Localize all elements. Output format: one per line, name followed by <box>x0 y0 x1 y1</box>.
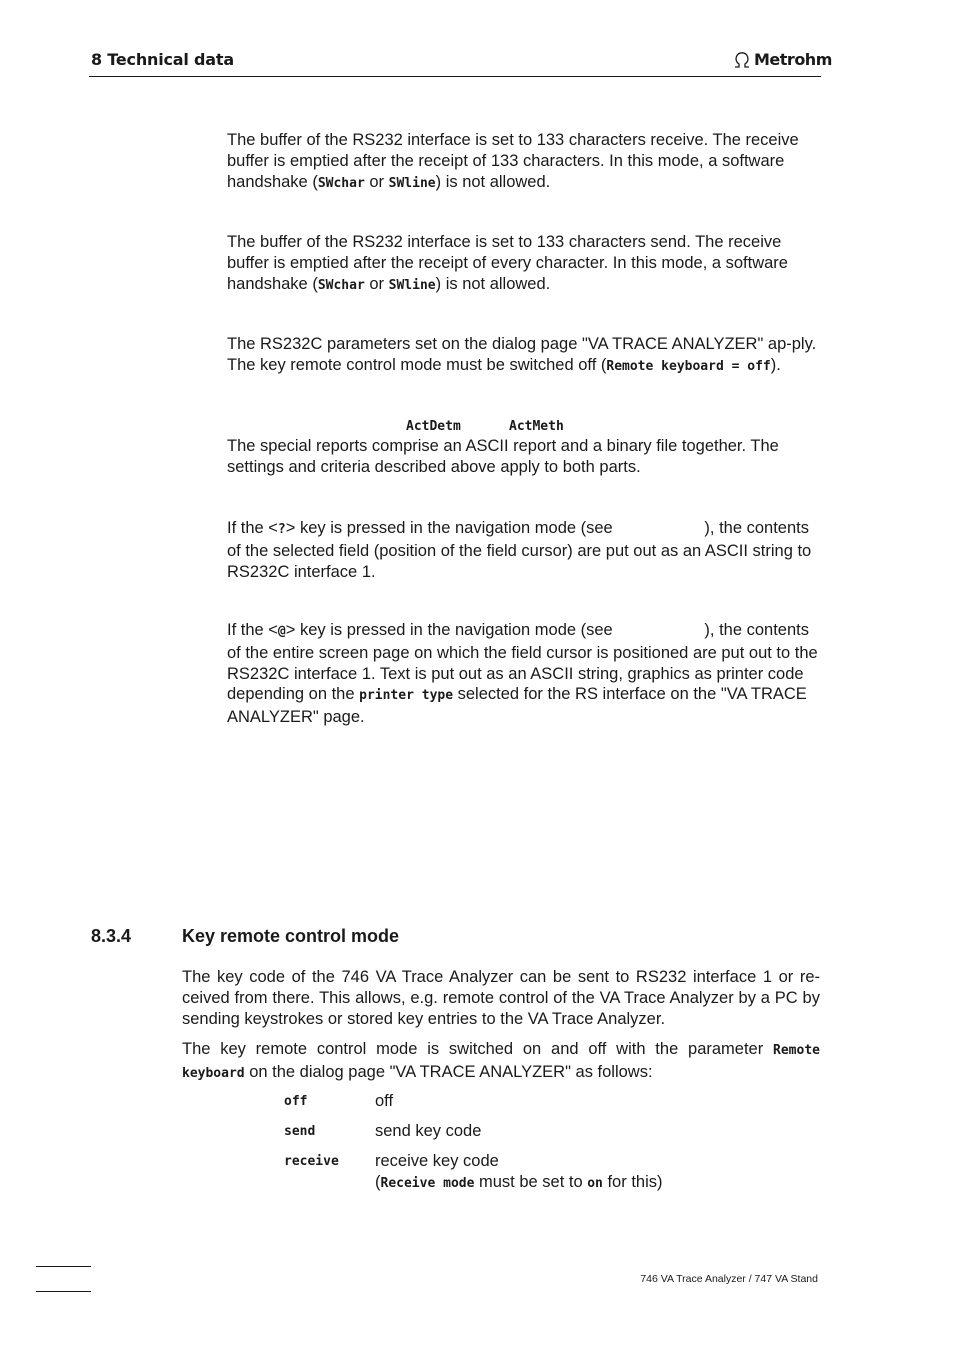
paragraph-send-buffer: The buffer of the RS232 interface is set to 133 characters send. The receive buffer is emptied after the receipt of every character. In this mode, a software handshake (SWchar or SWline) is not allowed. <box>227 233 788 293</box>
paragraph-key-code: The key code of the 746 VA Trace Analyzer can be sent to RS232 interface 1 or re-ceived from there. This allows, e.g. remote control of the VA Trace Analyzer by a PC by sending keystrokes or stored key entries to the VA Trace Analyzer. <box>182 968 820 1028</box>
running-header-title: 8 Technical data <box>91 50 234 69</box>
option-note: (Receive mode must be set to on for this) <box>375 1173 663 1191</box>
paragraph-rs232c-parameters: The RS232C parameters set on the dialog page "VA TRACE ANALYZER" ap-ply. The key remote control mode must be switched off (Remote keyboard = off). <box>227 335 817 374</box>
paragraph-at-key: If the <@> key is pressed in the navigation mode (see ), the contents of the entire screen page on which the field cursor is positioned are put out to the RS232C interface 1. Text is put out as an ASCII string, graphics as printer code depending on the printer type selected for the RS interface on the "VA TRACE ANALYZER" page. <box>227 621 823 727</box>
omega-logo-icon <box>732 51 752 69</box>
paragraph-receive-buffer: The buffer of the RS232 interface is set to 133 characters receive. The receive buffer is emptied after the receipt of 133 characters. In this mode, a software handshake (SWchar or SWline) is not allowed. <box>227 131 799 191</box>
paragraph-special-reports: The special reports comprise an ASCII report and a binary file together. The settings and criteria described above apply to both parts. <box>227 437 779 476</box>
paragraph-question-key: If the <?> key is pressed in the navigation mode (see ), the contents of the selected field (position of the field cursor) are put out as an ASCII string to RS232C interface 1. <box>227 519 816 581</box>
option-key: off <box>284 1094 308 1109</box>
option-value: receive key code <box>375 1152 499 1170</box>
brand-logo <box>732 50 832 69</box>
option-value: off <box>375 1092 394 1110</box>
paragraph-remote-keyboard: The key remote control mode is switched on and off with the parameter Remote keyboard on the dialog page "VA TRACE ANALYZER" as follows: <box>182 1040 820 1081</box>
option-value: send key code <box>375 1122 482 1140</box>
footer-rule-bottom <box>36 1291 91 1292</box>
option-key: receive <box>284 1154 339 1169</box>
option-key: send <box>284 1124 316 1139</box>
header-rule <box>89 76 821 77</box>
section-title: Key remote control mode <box>182 926 400 946</box>
running-footer: 746 VA Trace Analyzer / 747 VA Stand <box>640 1273 818 1285</box>
footer-rule-top <box>36 1266 91 1267</box>
brand-name: Metrohm <box>754 50 832 69</box>
report-label-actdetm: ActDetm <box>406 419 461 434</box>
report-label-actmeth: ActMeth <box>509 419 564 434</box>
section-number: 8.3.4 <box>91 926 132 946</box>
